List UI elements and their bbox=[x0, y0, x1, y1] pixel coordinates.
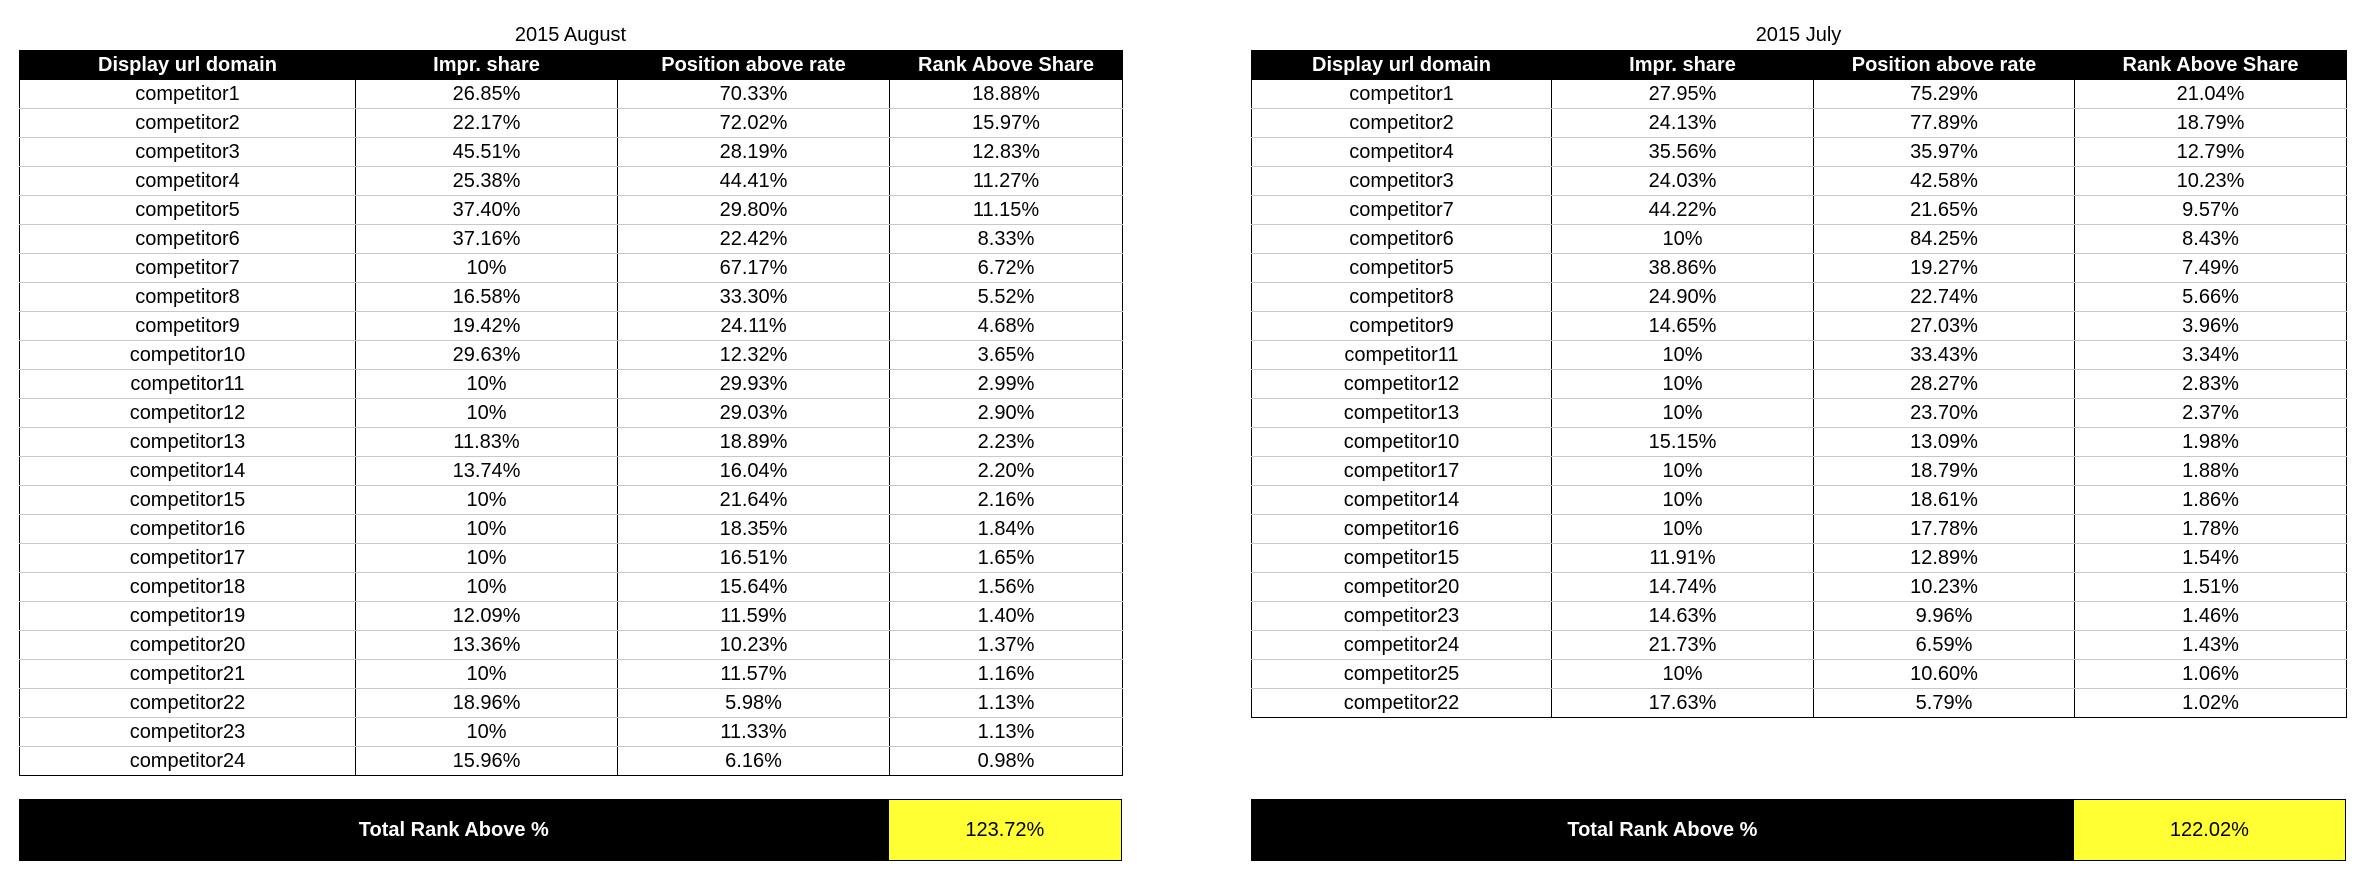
july-title: 2015 July bbox=[1755, 24, 1842, 46]
position-above-cell: 18.79% bbox=[1814, 457, 2075, 486]
position-above-cell: 27.03% bbox=[1814, 312, 2075, 341]
table-row bbox=[1252, 457, 2347, 486]
rank-above-cell: 1.56% bbox=[890, 573, 1123, 602]
domain-cell: competitor20 bbox=[20, 631, 356, 660]
rank-above-cell: 1.37% bbox=[890, 631, 1123, 660]
domain-cell: competitor11 bbox=[1252, 341, 1552, 370]
domain-cell: competitor1 bbox=[1252, 80, 1552, 109]
table-row bbox=[20, 196, 1123, 225]
table-row bbox=[1252, 138, 2347, 167]
table-row bbox=[20, 631, 1123, 660]
august-panel bbox=[19, 20, 1122, 776]
impr-share-cell: 44.22% bbox=[1552, 196, 1814, 225]
domain-cell: competitor1 bbox=[20, 80, 356, 109]
position-above-cell: 18.35% bbox=[618, 515, 890, 544]
domain-cell: competitor8 bbox=[1252, 283, 1552, 312]
impr-share-cell: 10% bbox=[356, 515, 618, 544]
table-row bbox=[20, 544, 1123, 573]
table-row bbox=[20, 573, 1123, 602]
domain-cell: competitor7 bbox=[1252, 196, 1552, 225]
impr-share-cell: 10% bbox=[1552, 515, 1814, 544]
rank-above-cell: 3.34% bbox=[2075, 341, 2347, 370]
july-table-body bbox=[1252, 80, 2347, 718]
table-row bbox=[1252, 196, 2347, 225]
rank-above-cell: 0.98% bbox=[890, 747, 1123, 776]
table-row bbox=[20, 283, 1123, 312]
table-row bbox=[20, 80, 1123, 109]
table-row bbox=[20, 457, 1123, 486]
rank-above-cell: 21.04% bbox=[2075, 80, 2347, 109]
impr-share-cell: 14.63% bbox=[1552, 602, 1814, 631]
impr-share-cell: 10% bbox=[356, 486, 618, 515]
impr-share-cell: 13.36% bbox=[356, 631, 618, 660]
table-row bbox=[1252, 80, 2347, 109]
impr-share-cell: 10% bbox=[356, 399, 618, 428]
domain-cell: competitor21 bbox=[20, 660, 356, 689]
table-row bbox=[1252, 544, 2347, 573]
rank-above-cell: 2.20% bbox=[890, 457, 1123, 486]
position-above-cell: 84.25% bbox=[1814, 225, 2075, 254]
position-above-cell: 17.78% bbox=[1814, 515, 2075, 544]
table-row bbox=[20, 660, 1123, 689]
rank-above-cell: 5.52% bbox=[890, 283, 1123, 312]
domain-cell: competitor2 bbox=[1252, 109, 1552, 138]
july-total-value: 122.02% bbox=[2073, 800, 2345, 860]
position-above-cell: 16.51% bbox=[618, 544, 890, 573]
col-header-rank-above: Rank Above Share bbox=[890, 51, 1123, 80]
rank-above-cell: 1.16% bbox=[890, 660, 1123, 689]
position-above-cell: 33.30% bbox=[618, 283, 890, 312]
rank-above-cell: 1.06% bbox=[2075, 660, 2347, 689]
august-total-label: Total Rank Above % bbox=[20, 800, 888, 860]
position-above-cell: 15.64% bbox=[618, 573, 890, 602]
july-header-row bbox=[1252, 51, 2347, 80]
table-row bbox=[1252, 225, 2347, 254]
col-header-impr-share: Impr. share bbox=[356, 51, 618, 80]
col-header-position-above: Position above rate bbox=[1814, 51, 2075, 80]
position-above-cell: 29.93% bbox=[618, 370, 890, 399]
domain-cell: competitor10 bbox=[1252, 428, 1552, 457]
august-header-row bbox=[20, 51, 1123, 80]
table-row bbox=[1252, 486, 2347, 515]
table-row bbox=[1252, 660, 2347, 689]
impr-share-cell: 24.90% bbox=[1552, 283, 1814, 312]
domain-cell: competitor15 bbox=[20, 486, 356, 515]
domain-cell: competitor12 bbox=[1252, 370, 1552, 399]
position-above-cell: 5.79% bbox=[1814, 689, 2075, 718]
table-row bbox=[1252, 254, 2347, 283]
rank-above-cell: 15.97% bbox=[890, 109, 1123, 138]
position-above-cell: 28.27% bbox=[1814, 370, 2075, 399]
domain-cell: competitor23 bbox=[20, 718, 356, 747]
position-above-cell: 67.17% bbox=[618, 254, 890, 283]
table-row bbox=[20, 602, 1123, 631]
rank-above-cell: 12.79% bbox=[2075, 138, 2347, 167]
impr-share-cell: 37.40% bbox=[356, 196, 618, 225]
domain-cell: competitor13 bbox=[20, 428, 356, 457]
rank-above-cell: 1.46% bbox=[2075, 602, 2347, 631]
table-row bbox=[20, 138, 1123, 167]
position-above-cell: 44.41% bbox=[618, 167, 890, 196]
impr-share-cell: 10% bbox=[1552, 660, 1814, 689]
table-row bbox=[1252, 399, 2347, 428]
domain-cell: competitor13 bbox=[1252, 399, 1552, 428]
domain-cell: competitor9 bbox=[20, 312, 356, 341]
position-above-cell: 22.42% bbox=[618, 225, 890, 254]
position-above-cell: 77.89% bbox=[1814, 109, 2075, 138]
rank-above-cell: 1.98% bbox=[2075, 428, 2347, 457]
table-row bbox=[20, 225, 1123, 254]
domain-cell: competitor19 bbox=[20, 602, 356, 631]
impr-share-cell: 37.16% bbox=[356, 225, 618, 254]
domain-cell: competitor24 bbox=[20, 747, 356, 776]
impr-share-cell: 10% bbox=[356, 573, 618, 602]
rank-above-cell: 4.68% bbox=[890, 312, 1123, 341]
rank-above-cell: 8.33% bbox=[890, 225, 1123, 254]
table-row bbox=[1252, 167, 2347, 196]
rank-above-cell: 10.23% bbox=[2075, 167, 2347, 196]
position-above-cell: 72.02% bbox=[618, 109, 890, 138]
position-above-cell: 5.98% bbox=[618, 689, 890, 718]
position-above-cell: 11.33% bbox=[618, 718, 890, 747]
position-above-cell: 12.32% bbox=[618, 341, 890, 370]
domain-cell: competitor14 bbox=[1252, 486, 1552, 515]
domain-cell: competitor4 bbox=[1252, 138, 1552, 167]
position-above-cell: 21.64% bbox=[618, 486, 890, 515]
impr-share-cell: 24.13% bbox=[1552, 109, 1814, 138]
rank-above-cell: 3.96% bbox=[2075, 312, 2347, 341]
impr-share-cell: 45.51% bbox=[356, 138, 618, 167]
domain-cell: competitor20 bbox=[1252, 573, 1552, 602]
position-above-cell: 75.29% bbox=[1814, 80, 2075, 109]
july-total-label: Total Rank Above % bbox=[1252, 800, 2073, 860]
rank-above-cell: 1.54% bbox=[2075, 544, 2347, 573]
impr-share-cell: 10% bbox=[1552, 370, 1814, 399]
domain-cell: competitor25 bbox=[1252, 660, 1552, 689]
impr-share-cell: 22.17% bbox=[356, 109, 618, 138]
position-above-cell: 12.89% bbox=[1814, 544, 2075, 573]
rank-above-cell: 1.86% bbox=[2075, 486, 2347, 515]
position-above-cell: 24.11% bbox=[618, 312, 890, 341]
position-above-cell: 33.43% bbox=[1814, 341, 2075, 370]
impr-share-cell: 10% bbox=[356, 370, 618, 399]
position-above-cell: 29.80% bbox=[618, 196, 890, 225]
table-row bbox=[20, 312, 1123, 341]
rank-above-cell: 2.99% bbox=[890, 370, 1123, 399]
impr-share-cell: 10% bbox=[356, 254, 618, 283]
impr-share-cell: 12.09% bbox=[356, 602, 618, 631]
impr-share-cell: 29.63% bbox=[356, 341, 618, 370]
table-row bbox=[20, 515, 1123, 544]
table-row bbox=[20, 254, 1123, 283]
table-row bbox=[1252, 312, 2347, 341]
table-row bbox=[20, 486, 1123, 515]
col-header-domain: Display url domain bbox=[1252, 51, 1552, 80]
table-row bbox=[1252, 370, 2347, 399]
rank-above-cell: 3.65% bbox=[890, 341, 1123, 370]
rank-above-cell: 1.84% bbox=[890, 515, 1123, 544]
rank-above-cell: 1.02% bbox=[2075, 689, 2347, 718]
impr-share-cell: 15.96% bbox=[356, 747, 618, 776]
domain-cell: competitor10 bbox=[20, 341, 356, 370]
col-header-rank-above: Rank Above Share bbox=[2075, 51, 2347, 80]
domain-cell: competitor11 bbox=[20, 370, 356, 399]
table-row bbox=[20, 370, 1123, 399]
august-total-bar bbox=[19, 799, 1122, 861]
impr-share-cell: 19.42% bbox=[356, 312, 618, 341]
position-above-cell: 16.04% bbox=[618, 457, 890, 486]
rank-above-cell: 2.37% bbox=[2075, 399, 2347, 428]
august-title: 2015 August bbox=[514, 24, 627, 46]
july-total-bar bbox=[1251, 799, 2346, 861]
july-panel bbox=[1251, 20, 2346, 718]
domain-cell: competitor7 bbox=[20, 254, 356, 283]
position-above-cell: 6.16% bbox=[618, 747, 890, 776]
rank-above-cell: 9.57% bbox=[2075, 196, 2347, 225]
domain-cell: competitor6 bbox=[20, 225, 356, 254]
rank-above-cell: 6.72% bbox=[890, 254, 1123, 283]
domain-cell: competitor6 bbox=[1252, 225, 1552, 254]
august-table-body bbox=[20, 80, 1123, 776]
position-above-cell: 11.59% bbox=[618, 602, 890, 631]
rank-above-cell: 2.90% bbox=[890, 399, 1123, 428]
domain-cell: competitor23 bbox=[1252, 602, 1552, 631]
position-above-cell: 28.19% bbox=[618, 138, 890, 167]
domain-cell: competitor5 bbox=[20, 196, 356, 225]
domain-cell: competitor22 bbox=[1252, 689, 1552, 718]
domain-cell: competitor3 bbox=[20, 138, 356, 167]
table-row bbox=[1252, 428, 2347, 457]
rank-above-cell: 12.83% bbox=[890, 138, 1123, 167]
position-above-cell: 21.65% bbox=[1814, 196, 2075, 225]
rank-above-cell: 11.27% bbox=[890, 167, 1123, 196]
impr-share-cell: 11.83% bbox=[356, 428, 618, 457]
rank-above-cell: 1.13% bbox=[890, 689, 1123, 718]
position-above-cell: 11.57% bbox=[618, 660, 890, 689]
table-row bbox=[20, 399, 1123, 428]
table-row bbox=[20, 341, 1123, 370]
impr-share-cell: 21.73% bbox=[1552, 631, 1814, 660]
rank-above-cell: 1.43% bbox=[2075, 631, 2347, 660]
impr-share-cell: 10% bbox=[1552, 399, 1814, 428]
rank-above-cell: 7.49% bbox=[2075, 254, 2347, 283]
rank-above-cell: 8.43% bbox=[2075, 225, 2347, 254]
domain-cell: competitor3 bbox=[1252, 167, 1552, 196]
impr-share-cell: 15.15% bbox=[1552, 428, 1814, 457]
domain-cell: competitor17 bbox=[20, 544, 356, 573]
domain-cell: competitor16 bbox=[20, 515, 356, 544]
impr-share-cell: 26.85% bbox=[356, 80, 618, 109]
col-header-domain: Display url domain bbox=[20, 51, 356, 80]
rank-above-cell: 1.51% bbox=[2075, 573, 2347, 602]
table-row bbox=[1252, 515, 2347, 544]
rank-above-cell: 11.15% bbox=[890, 196, 1123, 225]
table-row bbox=[20, 167, 1123, 196]
table-row bbox=[20, 109, 1123, 138]
rank-above-cell: 1.13% bbox=[890, 718, 1123, 747]
position-above-cell: 18.89% bbox=[618, 428, 890, 457]
impr-share-cell: 10% bbox=[1552, 225, 1814, 254]
august-total-value: 123.72% bbox=[888, 800, 1121, 860]
impr-share-cell: 10% bbox=[356, 660, 618, 689]
domain-cell: competitor12 bbox=[20, 399, 356, 428]
domain-cell: competitor9 bbox=[1252, 312, 1552, 341]
impr-share-cell: 14.74% bbox=[1552, 573, 1814, 602]
col-header-position-above: Position above rate bbox=[618, 51, 890, 80]
position-above-cell: 23.70% bbox=[1814, 399, 2075, 428]
domain-cell: competitor14 bbox=[20, 457, 356, 486]
table-row bbox=[1252, 283, 2347, 312]
impr-share-cell: 17.63% bbox=[1552, 689, 1814, 718]
impr-share-cell: 10% bbox=[1552, 457, 1814, 486]
domain-cell: competitor22 bbox=[20, 689, 356, 718]
impr-share-cell: 38.86% bbox=[1552, 254, 1814, 283]
impr-share-cell: 35.56% bbox=[1552, 138, 1814, 167]
position-above-cell: 18.61% bbox=[1814, 486, 2075, 515]
impr-share-cell: 25.38% bbox=[356, 167, 618, 196]
rank-above-cell: 5.66% bbox=[2075, 283, 2347, 312]
position-above-cell: 22.74% bbox=[1814, 283, 2075, 312]
domain-cell: competitor8 bbox=[20, 283, 356, 312]
position-above-cell: 10.23% bbox=[618, 631, 890, 660]
impr-share-cell: 13.74% bbox=[356, 457, 618, 486]
domain-cell: competitor18 bbox=[20, 573, 356, 602]
rank-above-cell: 1.88% bbox=[2075, 457, 2347, 486]
impr-share-cell: 10% bbox=[1552, 341, 1814, 370]
impr-share-cell: 18.96% bbox=[356, 689, 618, 718]
impr-share-cell: 11.91% bbox=[1552, 544, 1814, 573]
domain-cell: competitor24 bbox=[1252, 631, 1552, 660]
domain-cell: competitor4 bbox=[20, 167, 356, 196]
impr-share-cell: 14.65% bbox=[1552, 312, 1814, 341]
impr-share-cell: 10% bbox=[1552, 486, 1814, 515]
position-above-cell: 13.09% bbox=[1814, 428, 2075, 457]
table-row bbox=[1252, 602, 2347, 631]
position-above-cell: 35.97% bbox=[1814, 138, 2075, 167]
rank-above-cell: 18.79% bbox=[2075, 109, 2347, 138]
rank-above-cell: 2.23% bbox=[890, 428, 1123, 457]
position-above-cell: 29.03% bbox=[618, 399, 890, 428]
position-above-cell: 10.23% bbox=[1814, 573, 2075, 602]
table-row bbox=[20, 428, 1123, 457]
rank-above-cell: 1.78% bbox=[2075, 515, 2347, 544]
domain-cell: competitor15 bbox=[1252, 544, 1552, 573]
impr-share-cell: 10% bbox=[356, 718, 618, 747]
position-above-cell: 10.60% bbox=[1814, 660, 2075, 689]
rank-above-cell: 1.65% bbox=[890, 544, 1123, 573]
impr-share-cell: 24.03% bbox=[1552, 167, 1814, 196]
table-row bbox=[1252, 341, 2347, 370]
position-above-cell: 6.59% bbox=[1814, 631, 2075, 660]
rank-above-cell: 1.40% bbox=[890, 602, 1123, 631]
rank-above-cell: 2.16% bbox=[890, 486, 1123, 515]
impr-share-cell: 16.58% bbox=[356, 283, 618, 312]
domain-cell: competitor2 bbox=[20, 109, 356, 138]
rank-above-cell: 18.88% bbox=[890, 80, 1123, 109]
domain-cell: competitor5 bbox=[1252, 254, 1552, 283]
position-above-cell: 42.58% bbox=[1814, 167, 2075, 196]
table-row bbox=[1252, 109, 2347, 138]
july-table bbox=[1251, 50, 2347, 718]
col-header-impr-share: Impr. share bbox=[1552, 51, 1814, 80]
position-above-cell: 70.33% bbox=[618, 80, 890, 109]
impr-share-cell: 10% bbox=[356, 544, 618, 573]
table-row bbox=[20, 747, 1123, 776]
impr-share-cell: 27.95% bbox=[1552, 80, 1814, 109]
domain-cell: competitor16 bbox=[1252, 515, 1552, 544]
table-row bbox=[20, 689, 1123, 718]
domain-cell: competitor17 bbox=[1252, 457, 1552, 486]
table-row bbox=[1252, 689, 2347, 718]
position-above-cell: 9.96% bbox=[1814, 602, 2075, 631]
position-above-cell: 19.27% bbox=[1814, 254, 2075, 283]
table-row bbox=[20, 718, 1123, 747]
table-row bbox=[1252, 631, 2347, 660]
rank-above-cell: 2.83% bbox=[2075, 370, 2347, 399]
table-row bbox=[1252, 573, 2347, 602]
august-table bbox=[19, 50, 1123, 776]
